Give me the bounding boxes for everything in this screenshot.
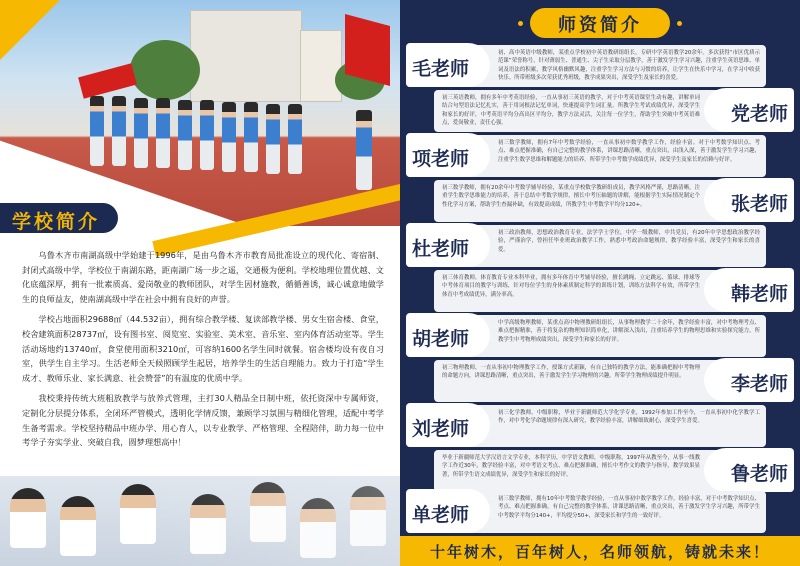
school-building — [190, 10, 302, 102]
teacher-bio: 毕业于新疆师范大学汉语言文学专业，本科学历，中学语文教师，中级职称，1997年从教至今，从事一线教学工作近30年，教学经验丰富，对中考语文考点、难点把握准确，擅长中考作文的教学与指导，教学效果显著，所带学生语文成绩优异，深受学生和家长的好评。 — [442, 455, 700, 478]
classroom-photo — [0, 476, 400, 566]
teacher-bio: 初、高中英语中级教师，某重点学校初中英语教研组组长，专研中学英语教学20余年。多次获得“市区优质示范课”荣誉称号，针对薄弱生、普通生、尖子生采取分层教学，善于激发学生学习兴趣，注重学生英语思维、单词及语法的积累，教学风格幽默风趣，注重学生学习方法与习惯的培养，让学生在快乐中学习，在学习中收获快乐。所带班级多次荣获优秀班级，教学成果突出，深受学生及家长的喜爱。 — [498, 50, 760, 82]
teacher-name: 张老师 — [730, 193, 788, 215]
student-figure — [266, 104, 280, 174]
teacher-card — [406, 135, 766, 177]
student-figure — [200, 100, 214, 170]
teacher-card — [434, 90, 794, 132]
teacher-name: 杜老师 — [412, 238, 470, 260]
intro-paragraph: 乌鲁木齐市南湖高级中学始建于1996年，是由乌鲁木齐市教育局批准设立的现代化、寄宿制、封闭式高级中学，学校位于南湖东路，距南湖广场一步之遥，交通极为便利。学校地理位置优越、文化底蕴深厚，拥有一批素质高、爱岗敬业的教师团队，对学生因材施教，循循善诱，诚心诚意地做学生的良师益友，使南湖高级中学在社会中拥有良好的声誉。 — [22, 250, 384, 304]
teacher-card — [406, 225, 766, 267]
teacher-name: 胡老师 — [412, 328, 470, 350]
student-figure — [112, 96, 126, 166]
teacher-bio: 初三数学教师，拥有20余年中考数学辅导经验，某重点学校数学教研组成员，教学风格严谨，思路清晰，注重学生数学思维能力的培养，善于总结中考数学规律，擅长中考压轴题的讲解，能根据学生实际情况制定个性化学习方案，帮助学生查漏补缺，有效提高成绩，所教学生中考数学平均分120+。 — [442, 185, 700, 208]
teacher-name: 毛老师 — [412, 58, 470, 80]
corner-accent — [0, 0, 60, 60]
flag-bearer-figure — [356, 110, 372, 190]
section-title-banner — [0, 203, 118, 233]
teacher-card — [434, 450, 794, 492]
student-figure — [10, 488, 46, 548]
student-figure — [90, 96, 104, 166]
header-dot — [677, 21, 682, 26]
teacher-name: 李老师 — [730, 373, 788, 395]
school-building-side — [300, 30, 342, 102]
student-figure — [134, 98, 148, 168]
tree — [130, 40, 200, 100]
student-figure — [288, 104, 302, 174]
intro-paragraph: 学校占地面积29688㎡（44.532亩），拥有综合教学楼、复读部教学楼、男女生宿舍楼、食堂，校舍建筑面积28737㎡，设有图书室、阅览室、实验室、美术室、音乐室、室内体育活动室等。学生活动场地约13740㎡，食堂使用面积3210㎡，可容纳1600名学生同时就餐。宿舍楼均设有夜自习室，供学生自主学习。生活老师全天候照顾学生起居，培养学生的生活自理能力。致力于打造“学生成才、教师乐业、家长满意、社会赞誉”的有温度的优质中学。 — [22, 314, 384, 383]
teacher-bio: 初三数学教师，拥有10年中考数学教学经验，一直从事初中数学教学工作，经验丰富，对于中考数学知识点、考点、难点把握准确，有自己完整的教学体系，讲课思路清晰，重点突出，善于激发学生学习兴趣，所带学生中考数学平均分140+，平均提分50+，深受家长和学生的一致好评。 — [498, 496, 760, 519]
teacher-bio: 初三化学教师，中级职称，毕业于新疆师范大学化学专业，1992年参加工作至今，一直从事初中化学教学工作，对中考化学命题规律有深入研究，教学经验丰富，讲解细致耐心，深受学生喜爱。 — [498, 410, 760, 425]
faculty-title: 师资简介 — [558, 15, 642, 36]
slogan-text: 十年树木，百年树人，名师领航，铸就未来！ — [429, 543, 770, 561]
teacher-name: 党老师 — [730, 103, 788, 125]
teacher-card — [406, 491, 766, 533]
teacher-bio: 初三数学教师，拥有7年中考数学经验，一直从事初中数学教学工作，经验丰富。对于中考数学知识点、考点、难点把握准确，有自己完整的教学体系，讲课思路清晰，重点突出，由浅入深，善于激发学生学习兴趣，注重学生数学思维和解题能力的培养。所带学生中考数学成绩优异，深受学生及家长的信赖与好评。 — [498, 140, 760, 163]
teacher-bio: 初三政治教师，思想政治教育专业，法学学士学位，中学一级教师，中共党员，有20年中学思想政治教学经验，严谨治学，曾担任毕业班政治教学工作，熟悉中考政治命题规律，教学经验丰富，深受学生和家长的喜爱。 — [498, 230, 760, 253]
student-figure — [178, 100, 192, 170]
teacher-bio: 初三物理教师，一直从事初中物理教学工作，授课方式新颖，有自己独特的教学方法，能准确把握中考物理的命题方向，讲课思路清晰，重点突出，善于激发学生学习物理的兴趣，所带学生物理成绩提升明显。 — [442, 365, 700, 380]
teacher-bio: 初三英语教师，拥有多年中考英语经验，一直从事初三英语的教学，对于中考英语课堂生动有趣，讲解单词结合句型语法记忆扎实，善于用词根法记忆单词，快速提高学生词汇量。所教学生考试成绩优异，深受学生和家长的好评，中考英语平均分高出区平均分，教学方法灵活，关注每一位学生，帮助学生突破中考英语难点，爱岗敬业，责任心强。 — [442, 95, 700, 127]
teacher-name: 项老师 — [412, 148, 470, 170]
slogan-banner — [400, 536, 800, 566]
red-flag-icon — [78, 63, 137, 98]
photo-fade — [150, 476, 400, 566]
teacher-name: 鲁老师 — [730, 463, 788, 485]
teacher-name: 单老师 — [412, 504, 470, 526]
student-figure — [244, 102, 258, 172]
student-figure — [60, 496, 96, 556]
red-flag-icon — [345, 14, 390, 86]
teacher-card — [406, 315, 766, 357]
student-figure — [156, 98, 170, 168]
faculty-header-pill — [530, 8, 670, 38]
teacher-card — [434, 180, 794, 222]
teacher-card — [406, 405, 766, 447]
teacher-card — [434, 270, 794, 312]
teacher-bio: 初三体育教师，体育教育专业本科毕业，拥有多年体育中考辅导经验，擅长跳绳、立定跳远、篮球、排球等中考体育项目的教学与训练，针对每位学生的身体素质制定科学的训练计划，训练方法科学有效，所带学生体育中考成绩优异，满分率高。 — [442, 275, 700, 298]
teacher-bio: 中学高级物理教师，某重点高中物理教研组组长，从事物理教学二十余年，教学经验丰富，对中考物理考点、难点把握精准，善于将复杂的物理知识简单化，讲解深入浅出，注重培养学生的物理思维和实验探究能力，所教学生中考物理成绩突出，深受学生和家长的好评。 — [498, 320, 760, 343]
intro-paragraph: 我校秉持传统大班粗放教学与放养式管理，主打30人精品全日制中班，依托资深中专属师资，定制化分层提分体系，全闭环严管模式，透明化学情反馈，兼顾学习氛围与精细化管理，适配中考学生备考需求。学校坚持精品中班办学、用心育人，以专业教学、严格管理、全程陪伴，助力每一位中考学子夯实学业、突破自我，圆梦理想高中！ — [22, 393, 384, 448]
intro-text — [22, 248, 384, 456]
section-title: 学校简介 — [12, 211, 101, 233]
teacher-card — [434, 360, 794, 402]
header-dot — [518, 21, 523, 26]
teacher-card — [406, 45, 766, 87]
faculty-page — [400, 0, 800, 566]
teacher-name: 刘老师 — [412, 418, 470, 440]
teacher-name: 韩老师 — [730, 283, 788, 305]
student-figure — [222, 102, 236, 172]
